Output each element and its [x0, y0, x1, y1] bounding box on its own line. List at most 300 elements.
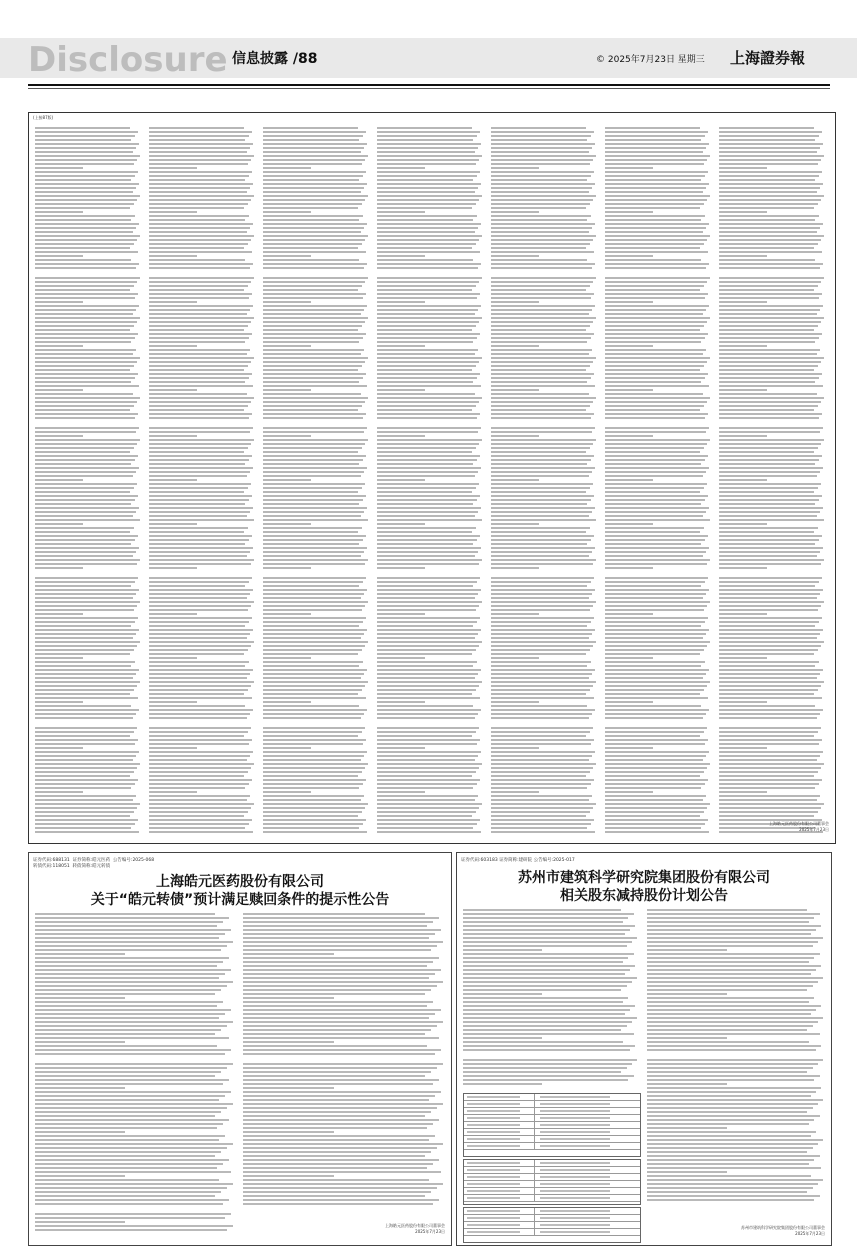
- text-line: [35, 743, 135, 745]
- text-line: [719, 491, 814, 493]
- text-line: [491, 401, 593, 403]
- text-line: [243, 997, 334, 999]
- text-line: [647, 1147, 813, 1149]
- table-cell: [540, 1197, 610, 1199]
- text-line: [719, 301, 767, 303]
- text-line: [605, 621, 705, 623]
- text-line: [719, 353, 817, 355]
- text-line: [463, 1041, 623, 1043]
- table-row: [464, 1208, 640, 1215]
- newspaper-name: 上海證券報: [730, 49, 806, 67]
- text-line: [35, 601, 140, 603]
- text-line: [377, 373, 480, 375]
- text-line: [463, 1037, 542, 1039]
- text-line: [243, 1083, 433, 1085]
- text-line: [149, 239, 251, 241]
- text-line: [243, 1183, 443, 1185]
- text-line: [719, 413, 822, 415]
- text-line: [35, 957, 229, 959]
- text-line: [263, 321, 365, 323]
- text-line: [35, 135, 135, 137]
- text-line: [263, 539, 363, 541]
- text-line: [35, 365, 134, 367]
- text-line: [647, 1021, 818, 1023]
- text-line: [149, 685, 251, 687]
- masthead: [0, 0, 857, 108]
- text-line: [149, 803, 254, 805]
- text-line: [377, 629, 481, 631]
- text-line: [719, 709, 823, 711]
- text-line: [149, 527, 248, 529]
- text-line: [149, 277, 254, 279]
- text-line: [491, 321, 593, 323]
- text-line: [491, 581, 591, 583]
- text-line: [35, 515, 133, 517]
- text-line: [605, 301, 653, 303]
- text-line: [263, 795, 364, 797]
- text-line: [463, 913, 634, 915]
- table-row: [464, 1160, 640, 1167]
- text-line: [263, 669, 367, 671]
- text-line: [35, 427, 139, 429]
- text-line: [35, 459, 135, 461]
- text-line: [35, 1225, 233, 1227]
- text-line: [149, 743, 249, 745]
- text-line: [647, 1151, 807, 1153]
- text-line: [35, 621, 135, 623]
- text-line: [647, 1041, 809, 1043]
- text-line: [35, 1071, 221, 1073]
- text-line: [35, 929, 231, 931]
- table-cell: [540, 1124, 610, 1126]
- text-line: [149, 187, 250, 189]
- text-line: [605, 195, 710, 197]
- text-line: [263, 227, 364, 229]
- text-line: [719, 417, 819, 419]
- text-line: [491, 389, 539, 391]
- text-line: [647, 929, 816, 931]
- text-line: [491, 637, 589, 639]
- text-line: [377, 409, 472, 411]
- text-line: [647, 973, 811, 975]
- text-line: [605, 701, 653, 703]
- text-line: [491, 179, 587, 181]
- text-line: [35, 551, 136, 553]
- text-line: [377, 385, 481, 387]
- text-line: [605, 735, 700, 737]
- text-line: [263, 285, 362, 287]
- text-line: [647, 957, 814, 959]
- text-line: [35, 1009, 231, 1011]
- text-line: [263, 397, 368, 399]
- text-line: [377, 451, 472, 453]
- text-line: [719, 705, 815, 707]
- text-line: [377, 479, 425, 481]
- text-line: [491, 539, 591, 541]
- text-line: [377, 305, 481, 307]
- table-row: [464, 1195, 640, 1202]
- text-line: [263, 135, 363, 137]
- text-line: [149, 629, 253, 631]
- text-line: [605, 373, 708, 375]
- text-line: [263, 731, 362, 733]
- text-line: [719, 471, 820, 473]
- text-line: [149, 427, 253, 429]
- text-line: [35, 179, 131, 181]
- text-line: [491, 709, 595, 711]
- text-line: [35, 543, 131, 545]
- text-line: [377, 357, 482, 359]
- text-line: [35, 747, 83, 749]
- notice-haoyuan: [28, 852, 452, 1246]
- text-line: [243, 937, 429, 939]
- text-line: [647, 1087, 821, 1089]
- text-line: [491, 155, 596, 157]
- text-line: [377, 207, 472, 209]
- text-line: [719, 811, 818, 813]
- text-line: [377, 763, 482, 765]
- notice-left-footer-date: 2025年7月23日: [415, 1229, 445, 1234]
- text-line: [35, 677, 133, 679]
- text-column-1: [35, 127, 141, 837]
- text-line: [377, 677, 475, 679]
- text-line: [719, 503, 815, 505]
- text-line: [35, 313, 133, 315]
- text-line: [243, 1049, 441, 1051]
- text-line: [377, 127, 472, 129]
- text-line: [719, 207, 814, 209]
- text-line: [263, 409, 358, 411]
- text-line: [491, 127, 586, 129]
- text-line: [263, 783, 363, 785]
- text-line: [35, 567, 83, 569]
- text-line: [243, 1107, 437, 1109]
- text-line: [149, 661, 249, 663]
- text-line: [491, 515, 589, 517]
- text-line: [263, 563, 365, 565]
- text-line: [149, 617, 252, 619]
- text-line: [605, 669, 709, 671]
- text-line: [149, 127, 244, 129]
- text-line: [35, 589, 139, 591]
- text-line: [491, 397, 596, 399]
- text-line: [263, 131, 366, 133]
- text-line: [647, 981, 818, 983]
- text-line: [149, 155, 254, 157]
- text-line: [463, 1045, 635, 1047]
- text-line: [263, 815, 358, 817]
- text-line: [377, 155, 482, 157]
- text-line: [719, 203, 818, 205]
- text-line: [491, 831, 595, 833]
- text-line: [243, 913, 425, 915]
- text-line: [605, 239, 707, 241]
- text-line: [35, 1107, 227, 1109]
- text-line: [377, 393, 475, 395]
- text-line: [647, 1049, 816, 1051]
- text-line: [263, 139, 359, 141]
- text-line: [149, 471, 250, 473]
- text-line: [377, 613, 425, 615]
- text-line: [35, 581, 135, 583]
- text-line: [263, 577, 366, 579]
- notice-right-title-2: 相关股东减持股份计划公告: [560, 888, 728, 904]
- text-line: [263, 143, 367, 145]
- text-line: [243, 1095, 435, 1097]
- text-line: [491, 585, 587, 587]
- text-line: [263, 543, 359, 545]
- text-line: [263, 385, 367, 387]
- text-line: [149, 585, 245, 587]
- text-line: [377, 605, 479, 607]
- table-cell: [467, 1176, 520, 1178]
- text-line: [149, 735, 244, 737]
- text-line: [377, 507, 481, 509]
- text-line: [491, 159, 593, 161]
- text-line: [149, 385, 253, 387]
- text-line: [377, 289, 472, 291]
- text-line: [35, 467, 139, 469]
- text-line: [491, 685, 593, 687]
- text-line: [719, 787, 815, 789]
- text-line: [263, 689, 362, 691]
- text-line: [263, 203, 362, 205]
- text-line: [605, 459, 705, 461]
- text-line: [491, 693, 586, 695]
- text-line: [35, 653, 130, 655]
- text-line: [35, 791, 83, 793]
- text-line: [35, 811, 134, 813]
- text-line: [491, 373, 594, 375]
- text-line: [491, 487, 590, 489]
- text-line: [491, 479, 539, 481]
- text-line: [491, 475, 589, 477]
- text-line: [377, 309, 478, 311]
- text-line: [35, 475, 133, 477]
- text-line: [263, 609, 362, 611]
- text-line: [263, 657, 311, 659]
- text-line: [491, 135, 591, 137]
- text-line: [263, 389, 311, 391]
- table-cell: [540, 1117, 610, 1119]
- text-line: [243, 1163, 433, 1165]
- text-line: [719, 641, 824, 643]
- text-line: [605, 447, 704, 449]
- text-line: [605, 527, 704, 529]
- text-line: [377, 547, 481, 549]
- text-line: [491, 559, 596, 561]
- text-line: [263, 787, 359, 789]
- text-line: [35, 443, 137, 445]
- text-line: [35, 735, 130, 737]
- text-line: [149, 439, 254, 441]
- text-line: [719, 563, 821, 565]
- text-line: [647, 969, 816, 971]
- text-line: [377, 499, 477, 501]
- text-line: [377, 727, 479, 729]
- text-line: [719, 151, 817, 153]
- text-line: [35, 143, 139, 145]
- text-line: [719, 329, 814, 331]
- text-line: [35, 357, 140, 359]
- text-line: [491, 435, 539, 437]
- text-line: [263, 819, 366, 821]
- text-line: [263, 155, 368, 157]
- text-line: [263, 515, 361, 517]
- text-line: [263, 231, 361, 233]
- text-line: [491, 689, 590, 691]
- text-line: [35, 393, 133, 395]
- text-line: [719, 629, 823, 631]
- text-line: [35, 993, 215, 995]
- text-line: [647, 937, 823, 939]
- text-line: [605, 807, 707, 809]
- text-line: [377, 735, 472, 737]
- text-line: [149, 409, 244, 411]
- text-line: [377, 697, 480, 699]
- text-line: [243, 953, 334, 955]
- text-line: [149, 401, 251, 403]
- text-line: [377, 215, 477, 217]
- text-line: [605, 227, 706, 229]
- text-line: [263, 159, 365, 161]
- text-line: [605, 503, 701, 505]
- text-line: [263, 823, 363, 825]
- text-line: [35, 1123, 223, 1125]
- text-line: [463, 961, 623, 963]
- text-line: [719, 617, 822, 619]
- text-line: [719, 285, 818, 287]
- text-line: [491, 325, 590, 327]
- text-line: [35, 247, 130, 249]
- text-line: [491, 259, 587, 261]
- text-line: [491, 519, 596, 521]
- text-line: [35, 353, 133, 355]
- text-line: [719, 405, 818, 407]
- text-line: [35, 823, 135, 825]
- text-line: [491, 807, 593, 809]
- text-line: [605, 815, 700, 817]
- text-line: [377, 321, 479, 323]
- text-line: [605, 673, 706, 675]
- text-line: [35, 1191, 221, 1193]
- text-line: [35, 1017, 219, 1019]
- text-line: [377, 483, 479, 485]
- text-line: [491, 289, 586, 291]
- text-line: [491, 143, 595, 145]
- text-line: [463, 1029, 621, 1031]
- text-line: [149, 511, 250, 513]
- text-line: [35, 463, 131, 465]
- text-line: [149, 487, 248, 489]
- text-line: [605, 597, 703, 599]
- table-cell: [540, 1224, 610, 1226]
- text-line: [263, 677, 361, 679]
- text-line: [377, 625, 473, 627]
- text-line: [647, 1115, 820, 1117]
- text-line: [605, 247, 700, 249]
- text-line: [35, 953, 125, 955]
- text-line: [263, 751, 367, 753]
- text-line: [491, 337, 591, 339]
- table-row: [464, 1222, 640, 1229]
- text-line: [35, 1135, 225, 1137]
- text-line: [463, 1001, 623, 1003]
- text-line: [463, 1021, 632, 1023]
- text-line: [149, 559, 254, 561]
- text-line: [491, 431, 592, 433]
- text-line: [491, 361, 593, 363]
- text-line: [647, 965, 821, 967]
- text-line: [377, 203, 476, 205]
- text-line: [263, 475, 361, 477]
- text-line: [647, 1063, 818, 1065]
- text-line: [605, 345, 653, 347]
- text-line: [719, 171, 822, 173]
- text-line: [35, 175, 135, 177]
- text-line: [719, 183, 823, 185]
- text-line: [463, 1059, 637, 1061]
- text-line: [35, 401, 137, 403]
- text-line: [605, 167, 653, 169]
- text-line: [263, 215, 363, 217]
- text-line: [605, 191, 703, 193]
- text-line: [647, 1083, 727, 1085]
- table-row: [464, 1229, 640, 1236]
- text-line: [605, 183, 709, 185]
- text-line: [605, 539, 705, 541]
- text-line: [149, 451, 244, 453]
- text-line: [35, 1163, 223, 1165]
- text-line: [35, 697, 138, 699]
- text-line: [263, 755, 364, 757]
- text-line: [605, 791, 653, 793]
- text-line: [491, 471, 592, 473]
- notice-left-meta: 证券代码:688131 证券简称:皓元医药 公告编号:2025-068 转债代码:118051 转债简称:皓元转债: [33, 858, 155, 869]
- text-line: [605, 321, 707, 323]
- text-line: [35, 503, 131, 505]
- text-line: [463, 917, 628, 919]
- text-line: [149, 215, 249, 217]
- text-line: [377, 713, 478, 715]
- table-cell: [467, 1169, 520, 1171]
- text-line: [605, 163, 704, 165]
- text-line: [491, 625, 587, 627]
- text-line: [149, 633, 250, 635]
- text-line: [719, 559, 824, 561]
- text-line: [647, 1067, 813, 1069]
- text-line: [35, 693, 130, 695]
- text-line: [149, 503, 245, 505]
- text-line: [719, 669, 823, 671]
- text-line: [35, 471, 136, 473]
- text-line: [719, 305, 823, 307]
- text-line: [263, 239, 365, 241]
- text-line: [719, 697, 822, 699]
- text-line: [647, 1013, 811, 1015]
- text-line: [491, 677, 589, 679]
- text-line: [149, 519, 254, 521]
- text-line: [719, 535, 822, 537]
- text-line: [605, 439, 710, 441]
- text-line: [491, 621, 591, 623]
- text-line: [719, 313, 817, 315]
- text-line: [149, 823, 249, 825]
- text-line: [605, 567, 653, 569]
- text-line: [719, 175, 819, 177]
- text-line: [377, 759, 475, 761]
- text-line: [719, 381, 815, 383]
